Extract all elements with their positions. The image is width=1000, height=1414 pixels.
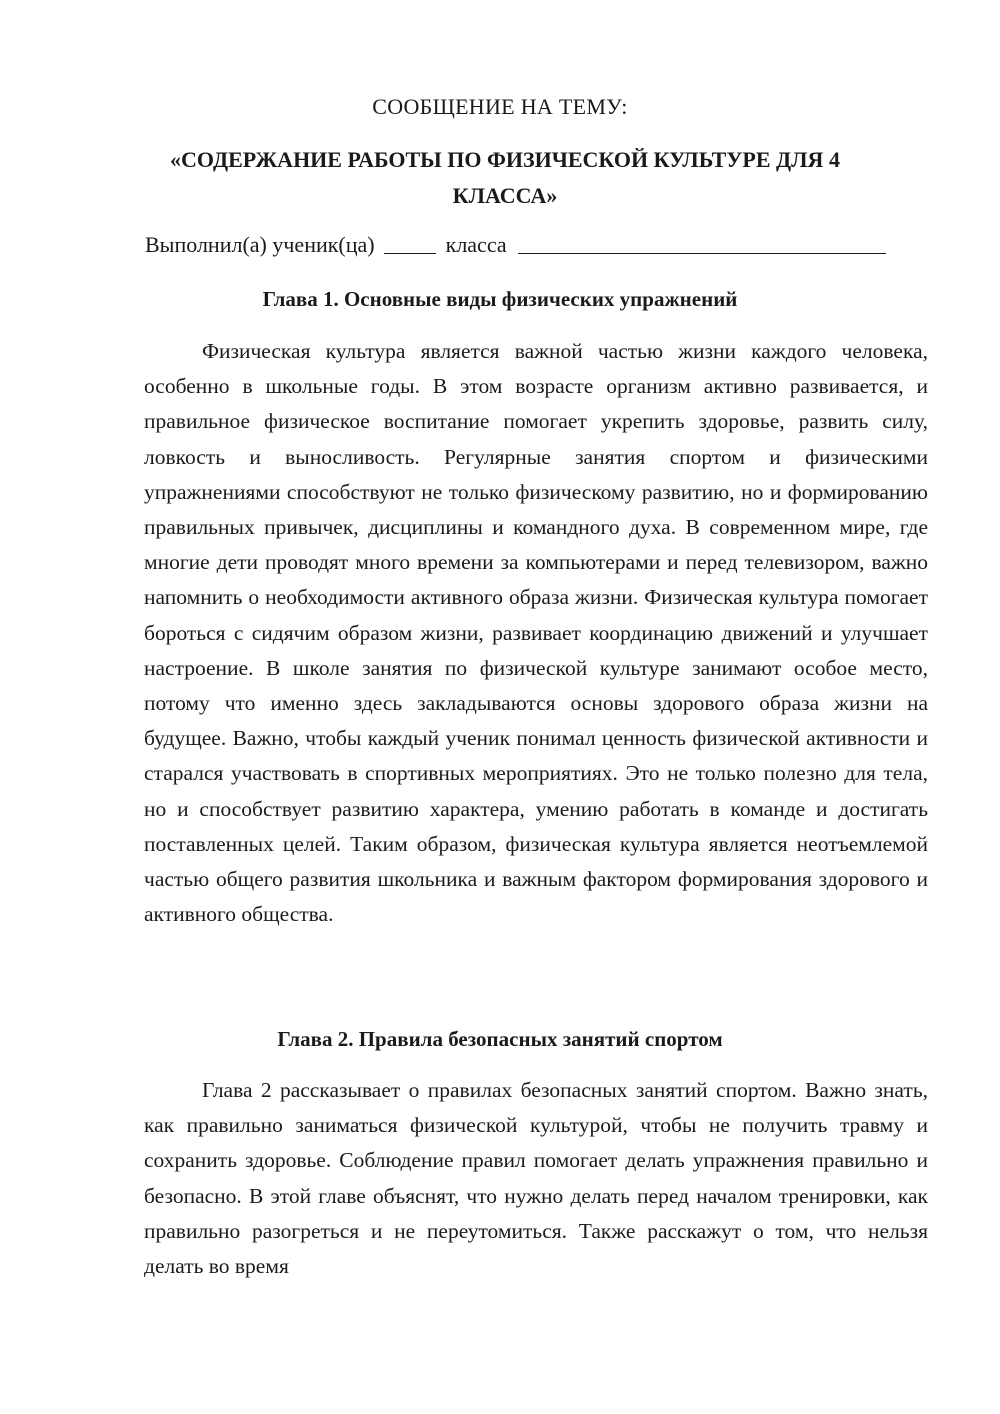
- chapter-1-heading: Глава 1. Основные виды физических упражнений: [262, 287, 738, 311]
- student-name-blank[interactable]: [518, 252, 886, 254]
- chapter-1-paragraph: Физическая культура является важной частью жизни каждого человека, особенно в школьные годы. В этом возрасте организм активно развивается, и правильное физическое воспитание помогает укрепить здоровье, развить силу, ловкость и выносливость. Регулярные занятия спортом и физическими упражнениями способствуют не только физическому развитию, но и формированию правильных привычек, дисциплины и командного духа. В современном мире, где многие дети проводят много времени за компьютерами и перед телевизором, важно напомнить о необходимости активного образа жизни. Физическая культура помогает бороться с сидячим образом жизни, развивает координацию движений и улучшает настроение. В школе занятия по физической культуре занимают особое место, потому что именно здесь закладываются основы здорового образа жизни на будущее. Важно, чтобы каждый ученик понимал ценность физической активности и старался участвовать в спортивных мероприятиях. Это не только полезно для тела, но и способствует развитию характера, умению работать в команде и достигать поставленных целей. Таким образом, физическая культура является неотъемлемой частью общего развития школьника и важным фактором формирования здорового и активного общества.: [144, 339, 928, 927]
- topic-label: СООБЩЕНИЕ НА ТЕМУ:: [372, 94, 628, 119]
- class-word-label: класса: [445, 232, 507, 257]
- performed-by-label: Выполнил(а) ученик(ца): [145, 232, 375, 257]
- chapter-2-paragraph: Глава 2 рассказывает о правилах безопасных занятий спортом. Важно знать, как правильно заниматься физической культурой, чтобы не получить травму и сохранить здоровье. Соблюдение правил помогает делать упражнения правильно и безопасно. В этой главе объяснят, что нужно делать перед началом тренировки, как правильно разогреться и не переутомиться. Также расскажут о том, что нельзя делать во время: [144, 1078, 928, 1279]
- chapter-2-heading: Глава 2. Правила безопасных занятий спортом: [277, 1027, 723, 1051]
- document-title: «СОДЕРЖАНИЕ РАБОТЫ ПО ФИЗИЧЕСКОЙ КУЛЬТУРЕ ДЛЯ 4 КЛАССА»: [170, 147, 840, 208]
- author-line: [145, 232, 935, 258]
- class-number-blank[interactable]: [384, 252, 436, 254]
